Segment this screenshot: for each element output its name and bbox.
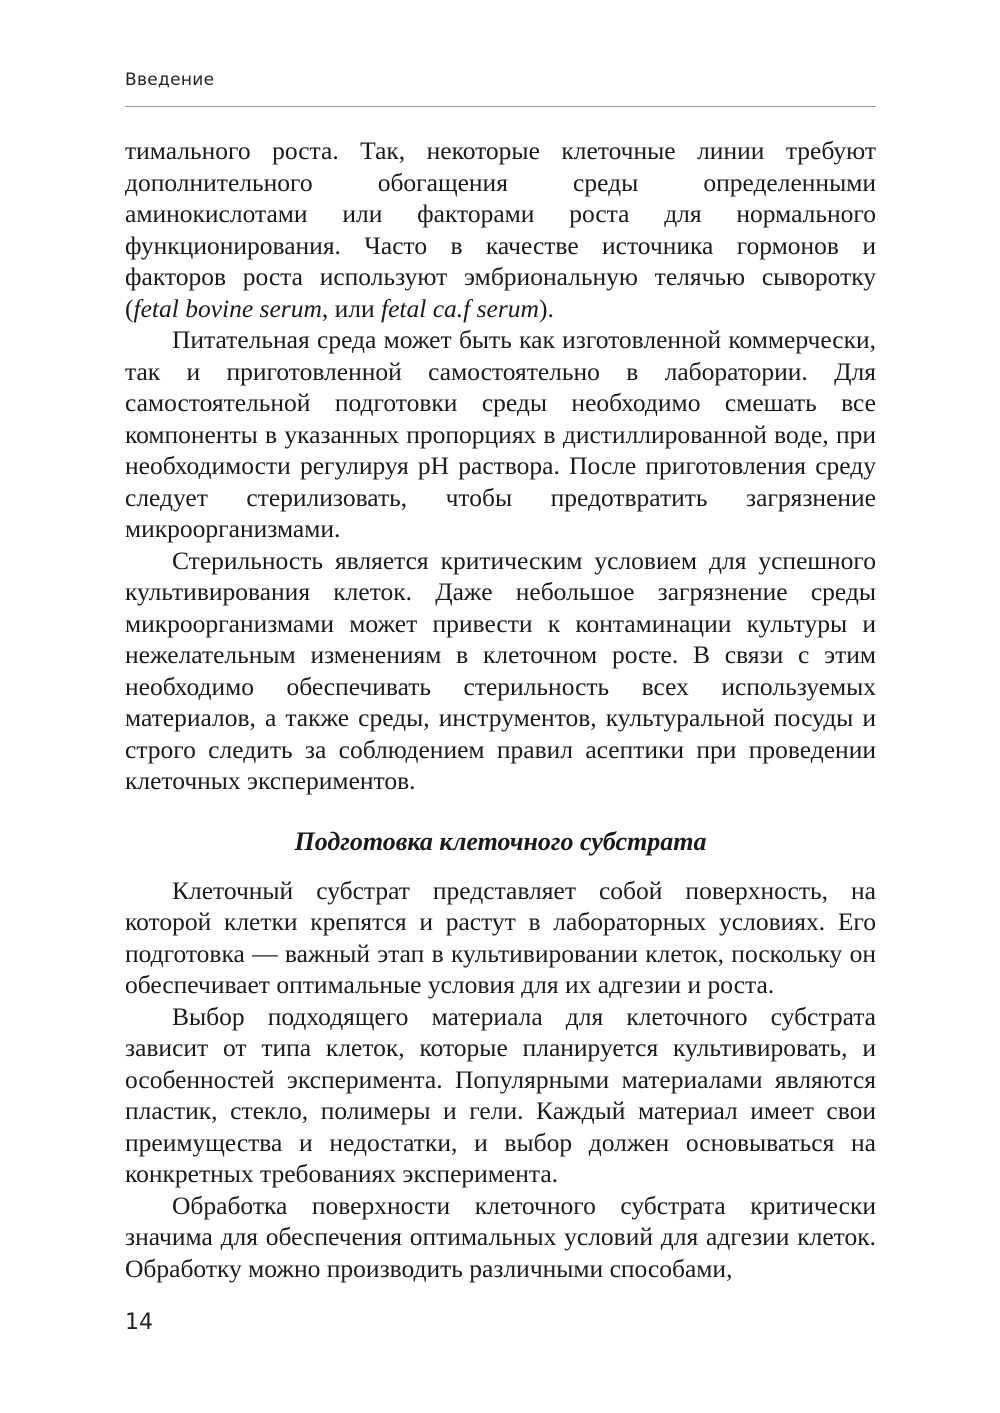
paragraph-text: ). xyxy=(538,293,554,323)
paragraph: Стерильность является критическим условием для успешного культивирования клеток. Даже небольшое загрязнение среды микроорганизмами может привести к контаминации культуры и нежелательным изменениям в клеточном росте. В связи с этим необходимо обеспечивать стерильность всех используемых материалов, а также среды, инструментов, культуральной посуды и строго следить за соблюдением правил асептики при проведении клеточных экспериментов. xyxy=(125,545,876,795)
paragraph: Питательная среда может быть как изготовленной коммерчески, так и приготовленной самостоятельно в лаборатории. Для самостоятельной подготовки среды необходимо смешать все компоненты в указанных пропорциях в дистиллированной воде, при необходимости регулируя pH раствора. После приготовления среду следует стерилизовать, чтобы предотвратить загрязнение микроорганизмами. xyxy=(125,325,876,543)
paragraph-continued xyxy=(125,135,876,324)
header-divider xyxy=(125,106,876,107)
paragraph: Выбор подходящего материала для клеточного субстрата зависит от типа клеток, которые планируется культивировать, и особенностей эксперимента. Популярными материалами являются пластик, стекло, полимеры и гели. Каждый материал имеет свои преимущества и недостатки, и выбор должен основываться на конкретных требованиях эксперимента. xyxy=(125,1001,876,1188)
paragraph-text: , или xyxy=(321,293,382,323)
page-number: 14 xyxy=(125,1310,153,1335)
latin-term: fetal ca.f serum xyxy=(381,293,539,323)
latin-term: fetal bovine serum xyxy=(133,293,322,323)
section-heading: Подготовка клеточного субстрата xyxy=(294,826,707,856)
paragraph-text: тимального роста. Так, некоторые клеточные линии требуют дополнительного обогащения среды определенными аминокислотами или факторами роста для нормального функционирования. Часто в качестве источника гормонов и факторов роста используют эмбриональную телячью сыворотку ( xyxy=(125,136,876,323)
paragraph: Обработка поверхности клеточного субстрата критически значима для обеспечения оптимальных условий для адгезии клеток. Обработку можно производить различными способами, xyxy=(125,1190,876,1283)
paragraph: Клеточный субстрат представляет собой поверхность, на которой клетки крепятся и растут в лабораторных условиях. Его подготовка — важный этап в культивировании клеток, поскольку он обеспечивает оптимальные условия для их адгезии и роста. xyxy=(125,875,876,999)
page-body xyxy=(125,135,876,1284)
running-head: Введение xyxy=(125,70,215,90)
